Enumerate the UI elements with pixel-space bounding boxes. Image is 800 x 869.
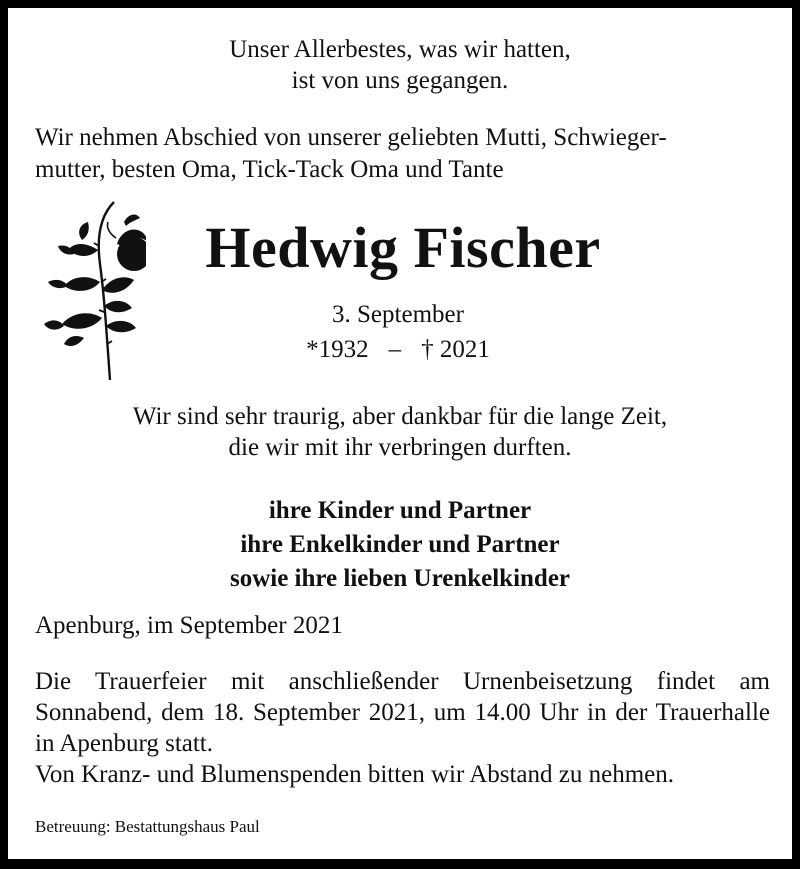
signer-great-grandchildren: sowie ihre lieben Urenkelkinder [229,565,571,592]
date-separator: – [388,336,402,363]
death-year: † 2021 [421,336,490,363]
farewell-text [35,122,775,186]
funeral-paragraph: Die Trauerfeier mit anschließender Urnenbeisetzung findet am Sonnabend, dem 18. September 2021, um 14.00 Uhr in der Trauerhalle in Apenburg statt. [35,668,770,757]
place-date: Apenburg, im September 2021 [35,612,343,639]
death-date: 3. September [332,301,464,328]
birth-year: *1932 [306,336,369,363]
grief-line-1: Wir sind sehr traurig, aber dankbar für die lange Zeit, [132,403,668,430]
grief-line-2: die wir mit ihr verbringen durften. [228,434,572,461]
intro-line-1: Unser Allerbestes, was wir hatten, [229,36,571,63]
intro-verse [8,34,792,96]
life-dates [248,335,548,365]
signers [8,494,792,596]
signer-children: ihre Kinder und Partner [268,497,532,524]
signer-grandchildren: ihre Enkelkinder und Partner [240,531,560,558]
funeral-home-credit: Betreuung: Bestattungshaus Paul [35,817,260,836]
farewell-line-2: mutter, besten Oma, Tick-Tack Oma und Tante [35,156,504,183]
intro-line-2: ist von uns gegangen. [291,67,509,94]
grief-text [8,401,792,463]
farewell-line-1: Wir nehmen Abschied von unserer geliebten Mutti, Schwieger- [35,124,667,151]
deceased-name: Hedwig Fischer [205,215,601,280]
donation-note: Von Kranz- und Blumenspenden bitten wir Abstand zu nehmen. [35,761,675,788]
funeral-details [35,666,770,790]
obituary-card [8,8,792,859]
rose-icon [44,194,146,384]
